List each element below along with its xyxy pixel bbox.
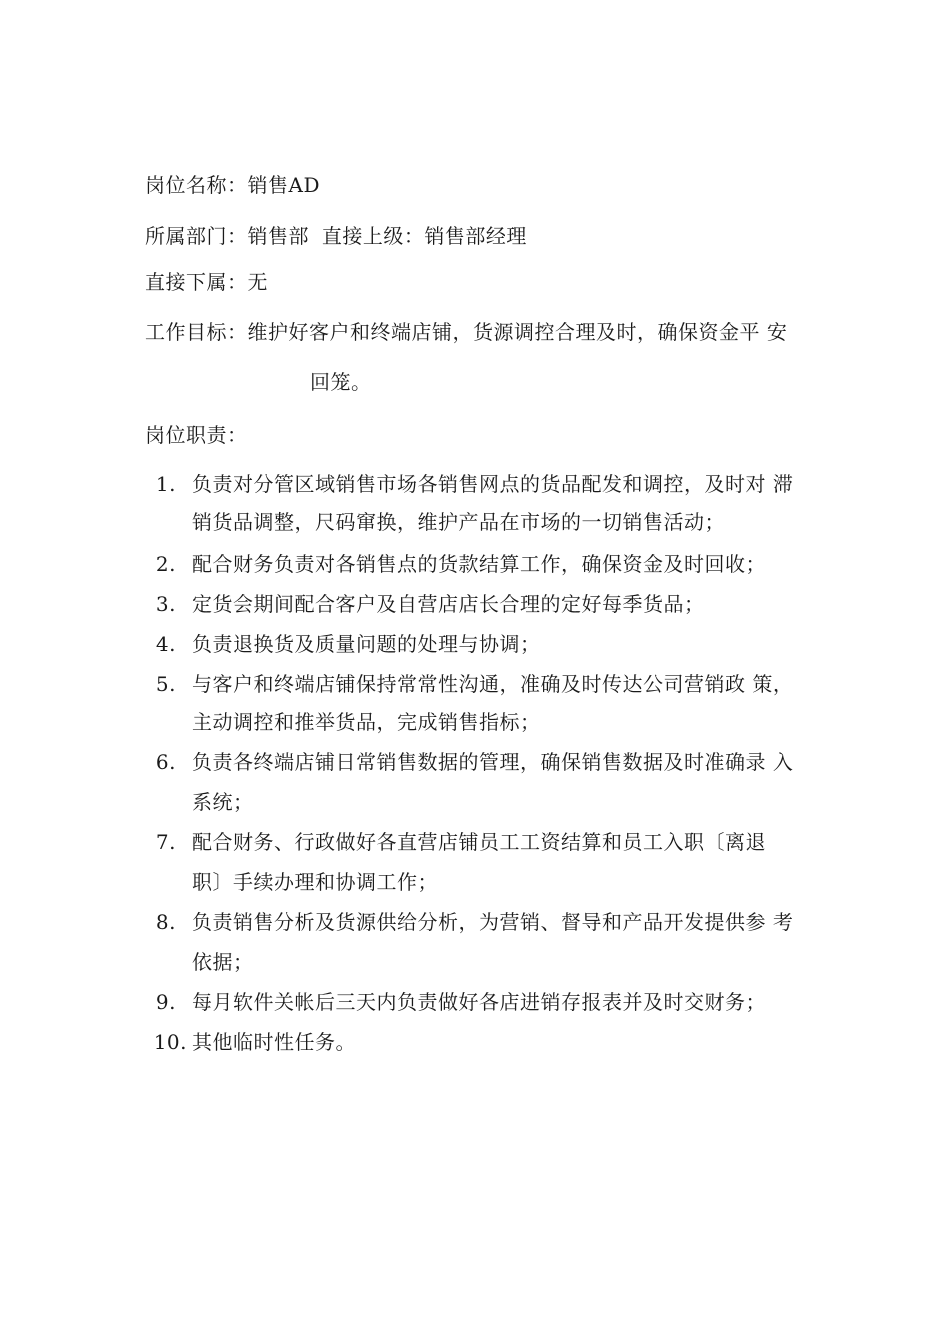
position-name-row [145,171,320,199]
work-goal-text-line2: 回笼。 [310,370,372,394]
department-value: 销售部 [247,224,309,248]
duty-text: 每月软件关帐后三天内负责做好各店进销存报表并及时交财务； [192,990,766,1014]
duty-text-continued: 依据； [192,950,254,974]
duty-text-continued: 销货品调整，尺码窜换，维护产品在市场的一切销售活动； [192,510,725,534]
superior-label: 直接上级： [321,224,425,248]
duty-text: 与客户和终端店铺保持常常性沟通，准确及时传达公司营销政 策， [192,672,794,696]
duty-number: 2. [155,552,176,576]
duty-number: 7. [155,830,176,854]
duty-number: 4. [155,632,176,656]
duty-number: 6. [155,750,176,774]
duty-text-continued: 系统； [192,790,254,814]
duty-text-continued: 职〕手续办理和协调工作； [192,870,438,894]
duty-number: 5. [155,672,176,696]
subordinate-row [145,268,268,296]
duty-text: 负责各终端店铺日常销售数据的管理，确保销售数据及时准确录 入 [192,750,794,774]
duty-text: 配合财务负责对各销售点的货款结算工作，确保资金及时回收； [192,552,766,576]
work-goal-row [145,318,787,346]
duty-text: 负责对分管区域销售市场各销售网点的货品配发和调控，及时对 滞 [192,472,794,496]
subordinate-value: 无 [247,270,268,294]
duty-number: 3. [155,592,176,616]
department-row [145,222,527,250]
duty-number: 1. [155,472,176,496]
duty-text: 配合财务、行政做好各直营店铺员工工资结算和员工入职〔离退 [192,830,766,854]
duty-number: 9. [155,990,176,1014]
work-goal-text-line1: 维护好客户和终端店铺，货源调控合理及时，确保资金平 安 [247,320,788,344]
subordinate-label: 直接下属： [145,270,248,294]
duty-text: 其他临时性任务。 [192,1030,356,1054]
work-goal-label: 工作目标： [145,320,248,344]
superior-value: 销售部经理 [424,224,527,248]
position-name-label: 岗位名称： [145,173,248,197]
duty-text-continued: 主动调控和推举货品，完成销售指标； [192,710,541,734]
department-label: 所属部门： [145,224,248,248]
position-name-value: 销售AD [247,173,320,197]
duty-text: 负责退换货及质量问题的处理与协调； [192,632,541,656]
duty-number: 10. [153,1030,187,1054]
duty-text: 负责销售分析及货源供给分析，为营销、督导和产品开发提供参 考 [192,910,794,934]
duty-number: 8. [155,910,176,934]
duty-text: 定货会期间配合客户及自营店店长合理的定好每季货品； [192,592,705,616]
duties-heading: 岗位职责： [145,423,248,447]
